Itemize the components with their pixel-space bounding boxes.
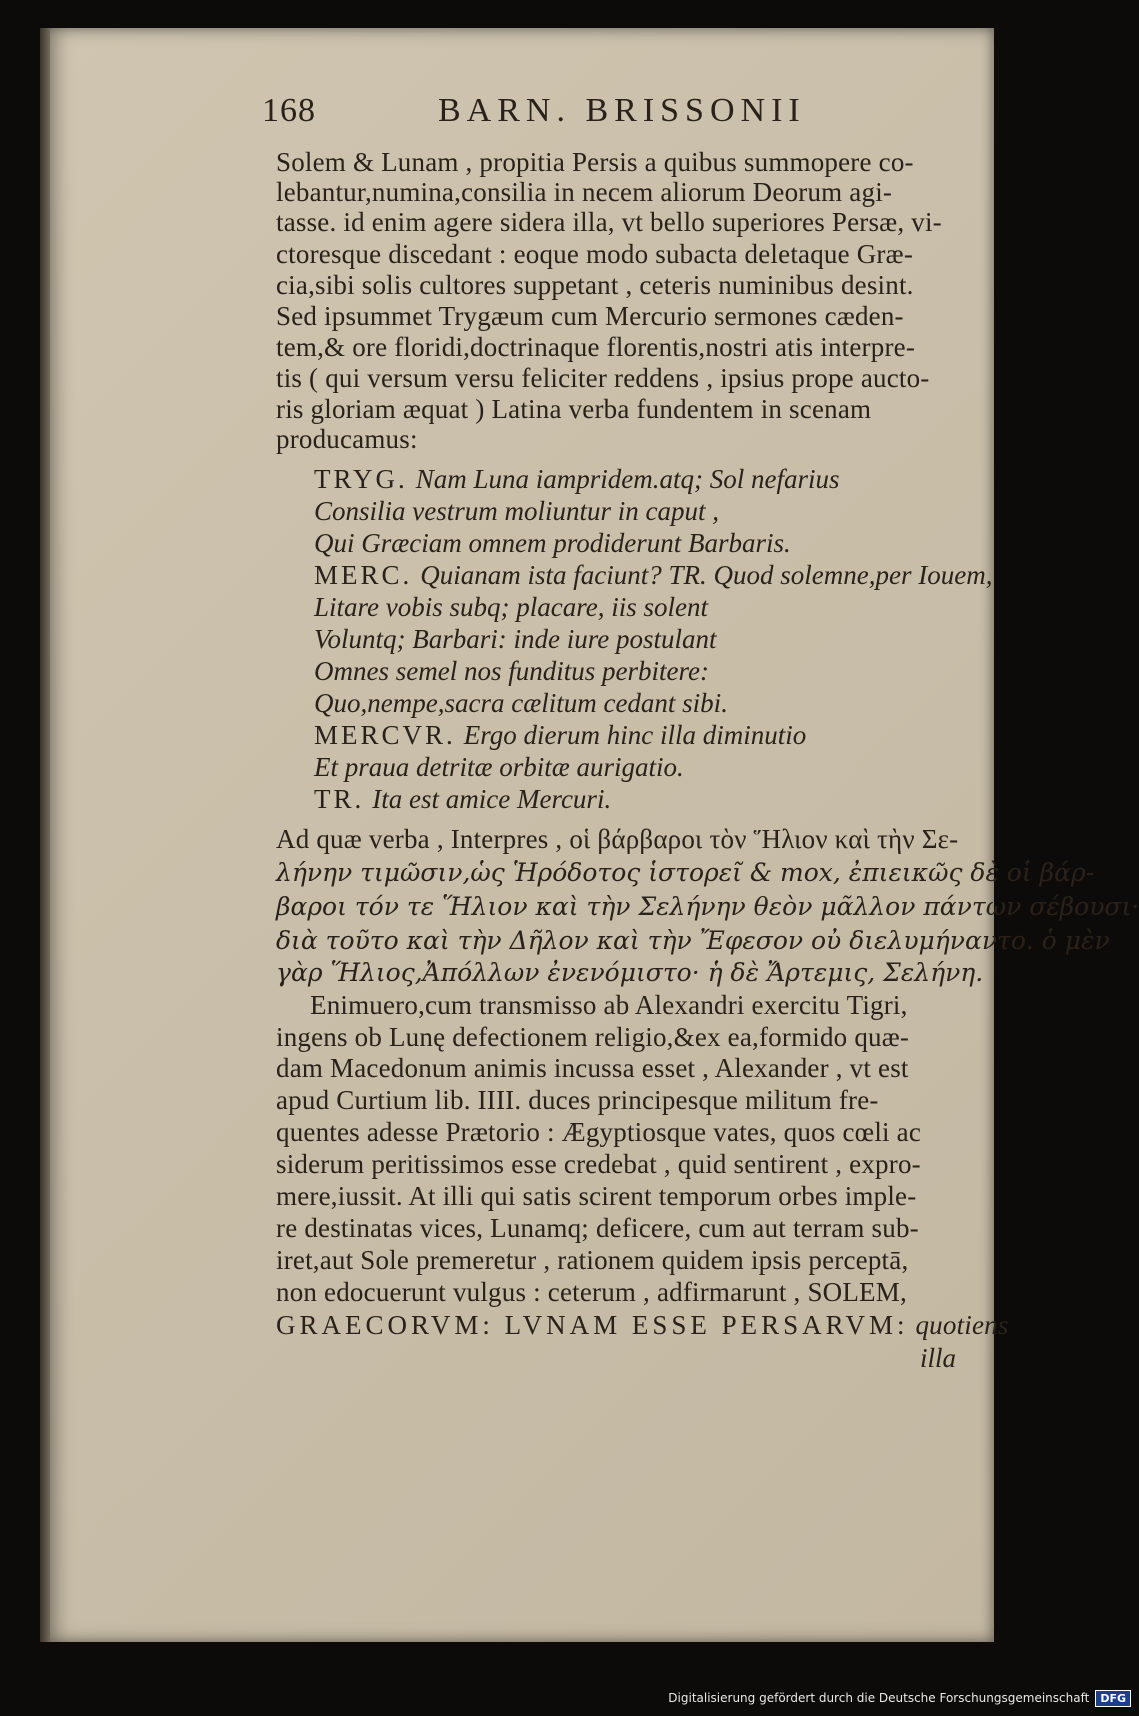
text-line: quentes adesse Prætorio : Ægyptiosque vates, quos cœli ac [276, 1117, 922, 1147]
text-line: tem,& ore floridi,doctrinaque florentis,nostri atis interpre- [276, 332, 916, 362]
greek-line: διὰ τοῦτο καὶ τὴν Δῆλον καὶ τὴν Ἔφεσον οὐ διελυμήναντο. ὁ μὲν [276, 926, 1110, 955]
text-line: siderum peritissimos esse credebat , quid sentirent , expro- [276, 1149, 921, 1179]
verse-text: Et praua detritæ orbitæ aurigatio. [314, 752, 684, 782]
text-line: apud Curtium lib. IIII. duces principesque militum fre- [276, 1085, 879, 1115]
verse-speaker: MERC. [314, 560, 413, 590]
text-line: iret,aut Sole premeretur , rationem quidem ipsis perceptā, [276, 1245, 909, 1275]
verse-text: Voluntq; Barbari: inde iure postulant [314, 624, 717, 654]
verse-text: Omnes semel nos funditus perbitere: [314, 656, 709, 686]
page-number: 168 [262, 92, 316, 129]
greek-line: γὰρ Ἥλιος,Ἀπόλλων ἐνενόμιστο· ἡ δὲ Ἄρτεμις, Σελήνη. [276, 958, 984, 987]
catchword: illa [920, 1343, 957, 1373]
verse-line [314, 496, 719, 527]
text-line: mere,iussit. At illi qui satis scirent temporum orbes imple- [276, 1181, 917, 1211]
text-line: cia,sibi solis cultores suppetant , ceteris numinibus desint. [276, 270, 914, 300]
dfg-logo: DFG [1095, 1690, 1131, 1707]
footer [668, 1688, 1131, 1708]
verse-text: Ergo dierum hinc illa diminutio [463, 720, 807, 750]
verse-line [314, 752, 684, 783]
verse-text: Consilia vestrum moliuntur in caput , [314, 496, 719, 526]
verse-line [314, 560, 992, 591]
italic-word: quotiens [915, 1310, 1009, 1340]
caps-phrase: GRAECORVM: LVNAM ESSE PERSARVM: [276, 1310, 909, 1340]
verse-line [314, 784, 611, 815]
greek-line: λήνην τιμῶσιν,ὡς Ἡρόδοτος ἱστορεῖ & mox, ἐπιεικῶς δὲ οἱ βάρ- [276, 858, 1095, 887]
text-line: ris gloriam æquat ) Latina verba fundentem in scenam [276, 394, 872, 424]
verse-speaker: TRYG. [314, 464, 408, 494]
verse-line [314, 656, 709, 687]
verse-speaker: TR. [314, 784, 365, 814]
verse-line [314, 688, 728, 719]
verse-line [314, 720, 806, 751]
verse-line [314, 464, 840, 495]
digitization-credit: Digitalisierung gefördert durch die Deutsche Forschungsgemeinschaft [668, 1691, 1090, 1705]
running-head: BARN. BRISSONII [438, 92, 806, 129]
verse-text: Qui Græciam omnem prodiderunt Barbaris. [314, 528, 791, 558]
text-line: producamus: [276, 424, 418, 454]
text-line: lebantur,numina,consilia in necem aliorum Deorum agi- [276, 177, 893, 207]
verse-text: Litare vobis subq; placare, iis solent [314, 592, 708, 622]
text-line: dam Macedonum animis incussa esset , Alexander , vt est [276, 1053, 909, 1083]
verse-line [314, 592, 708, 623]
verse-line [314, 624, 716, 655]
text-line: non edocuerunt vulgus : ceterum , adfirmarunt , SOLEM, [276, 1277, 907, 1307]
greek-line: βαροι τόν τε Ἥλιον καὶ τὴν Σελήνην θεὸν μᾶλλον πάντων σέβουσι· [276, 892, 1139, 921]
text-line: ingens ob Lunę defectionem religio,&ex ea,formido quæ- [276, 1022, 910, 1052]
verse-text: Quo,nempe,sacra cælitum cedant sibi. [314, 688, 728, 718]
text-line: Enimuero,cum transmisso ab Alexandri exercitu Tigri, [310, 990, 908, 1020]
text-line: tis ( qui versum versu feliciter reddens , ipsius prope aucto- [276, 363, 930, 393]
text-line [276, 1310, 1009, 1341]
text-line: Ad quæ verba , Interpres , οἱ βάρβαροι τὸν Ἥλιον καὶ τὴν Σε- [276, 824, 959, 854]
text-line: tasse. id enim agere sidera illa, vt bello superiores Persæ, vi- [276, 207, 942, 237]
verse-text: Ita est amice Mercuri. [372, 784, 612, 814]
text-line: Sed ipsummet Trygæum cum Mercurio sermones cæden- [276, 301, 904, 331]
text-line: ctoresque discedant : eoque modo subacta deletaque Græ- [276, 239, 914, 269]
verse-text: Nam Luna iampridem.atq; Sol nefarius [415, 464, 840, 494]
verse-line [314, 528, 791, 559]
text-line: re destinatas vices, Lunamq; deficere, cum aut terram sub- [276, 1213, 919, 1243]
verse-speaker: MERCVR. [314, 720, 456, 750]
text-line: Solem & Lunam , propitia Persis a quibus summopere co- [276, 147, 914, 177]
verse-text: Quianam ista faciunt? TR. Quod solemne,per Iouem, [420, 560, 993, 590]
